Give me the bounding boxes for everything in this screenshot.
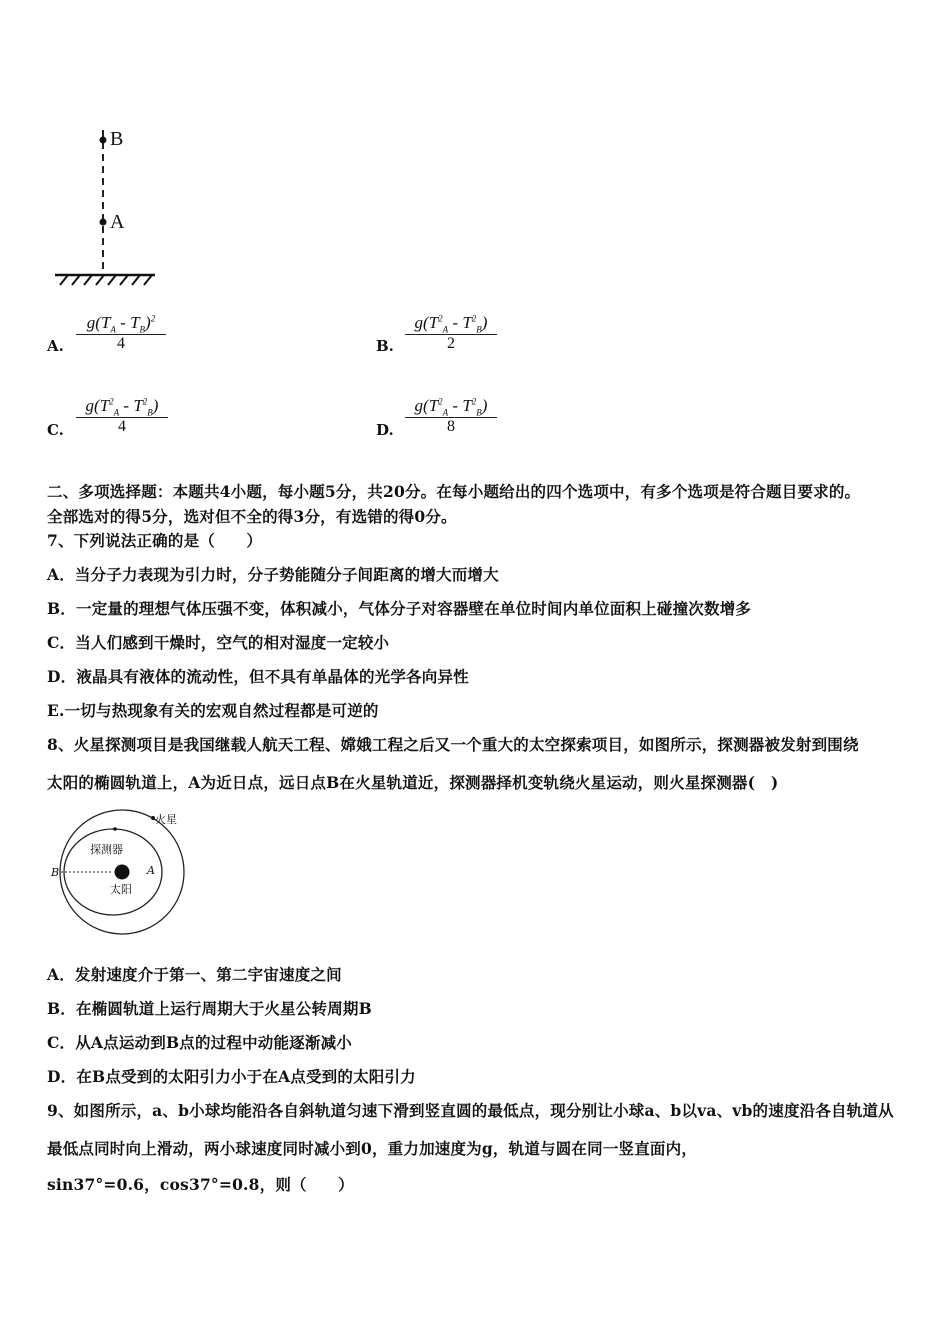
q7-option-e: E.一切与热现象有关的宏观自然过程都是可逆的: [47, 701, 379, 720]
q6-option-d-letter: D.: [376, 421, 394, 439]
q6-option-b-letter: B.: [376, 337, 394, 355]
point-a-dot: [100, 219, 107, 226]
formula-numerator: $g(T_A - T_B)^2$: [76, 313, 166, 335]
q7-option-d: D．液晶具有液体的流动性，但不具有单晶体的光学各向异性: [47, 667, 469, 686]
q7-option-c: C．当人们感到干燥时，空气的相对湿度一定较小: [47, 633, 390, 652]
point-a-orbit-label: A: [147, 864, 155, 877]
q8-option-c: C．从A点运动到B点的过程中动能逐渐减小: [47, 1033, 352, 1052]
formula-denominator: 4: [118, 418, 126, 436]
probe-dot: [113, 827, 117, 831]
probe-label: 探测器: [90, 843, 123, 856]
q6-option-a-letter: A.: [47, 337, 64, 355]
q7-option-a: A．当分子力表现为引力时，分子势能随分子间距离的增大而增大: [47, 565, 499, 584]
section2-instruction-line2: 全部选对的得5分，选对但不全的得3分，有选错的得0分。: [47, 507, 457, 526]
q8-stem-line2: 太阳的椭圆轨道上，A为近日点，远日点B在火星轨道近，探测器择机变轨绕火星运动，则火星探测器( ): [47, 773, 779, 792]
vertical-throw-figure: [50, 125, 160, 290]
formula-denominator: 4: [117, 335, 125, 353]
q9-line2: 最低点同时向上滑动，两小球速度同时减小到0，重力加速度为g，轨道与圆在同一竖直面内，: [47, 1139, 698, 1158]
point-b-label: B: [110, 128, 124, 150]
formula-denominator: 8: [447, 418, 455, 436]
q6-option-c-formula: [76, 396, 168, 436]
q7-stem: 7、下列说法正确的是（ ）: [47, 531, 263, 550]
q9-line3: sin37°=0.6，cos37°=0.8，则（ ）: [47, 1175, 354, 1194]
mars-label: 火星: [155, 813, 177, 826]
formula-numerator: $g(T^2_A - T^2_B)$: [405, 313, 497, 335]
q9-line1: 9、如图所示，a、b小球均能沿各自斜轨道匀速下滑到竖直圆的最低点，现分别让小球a、b以va、vb的速度沿各自轨道从: [47, 1101, 894, 1120]
q6-option-c-letter: C.: [47, 421, 64, 439]
q8-option-d: D．在B点受到的太阳引力小于在A点受到的太阳引力: [47, 1067, 416, 1086]
q6-option-a-formula: [76, 313, 166, 353]
sun-label: 太阳: [110, 883, 132, 896]
formula-numerator: $g(T^2_A - T^2_B)$: [405, 396, 497, 418]
q7-option-b: B．一定量的理想气体压强不变，体积减小，气体分子对容器壁在单位时间内单位面积上碰撞次数增多: [47, 599, 752, 618]
formula-denominator: 2: [447, 335, 455, 353]
point-b-dot: [100, 137, 107, 144]
q8-option-a: A．发射速度介于第一、第二宇宙速度之间: [47, 965, 342, 984]
ground-hatching: [60, 275, 152, 285]
q6-option-d-formula: [405, 396, 497, 436]
section2-instruction-line1: 二、多项选择题：本题共4小题，每小题5分，共20分。在每小题给出的四个选项中，有多个选项是符合题目要求的。: [47, 482, 861, 501]
q6-option-b-formula: [405, 313, 497, 353]
q8-option-b: B．在椭圆轨道上运行周期大于火星公转周期B: [47, 999, 372, 1018]
point-b-orbit-label: B: [51, 866, 60, 879]
mars-orbit-figure: [45, 808, 195, 938]
sun: [115, 865, 130, 880]
formula-numerator: $g(T^2_A - T^2_B)$: [76, 396, 168, 418]
q8-stem-line1: 8、火星探测项目是我国继载人航天工程、嫦娥工程之后又一个重大的太空探索项目，如图所示，探测器被发射到围绕: [47, 735, 859, 754]
point-a-label: A: [110, 211, 125, 233]
